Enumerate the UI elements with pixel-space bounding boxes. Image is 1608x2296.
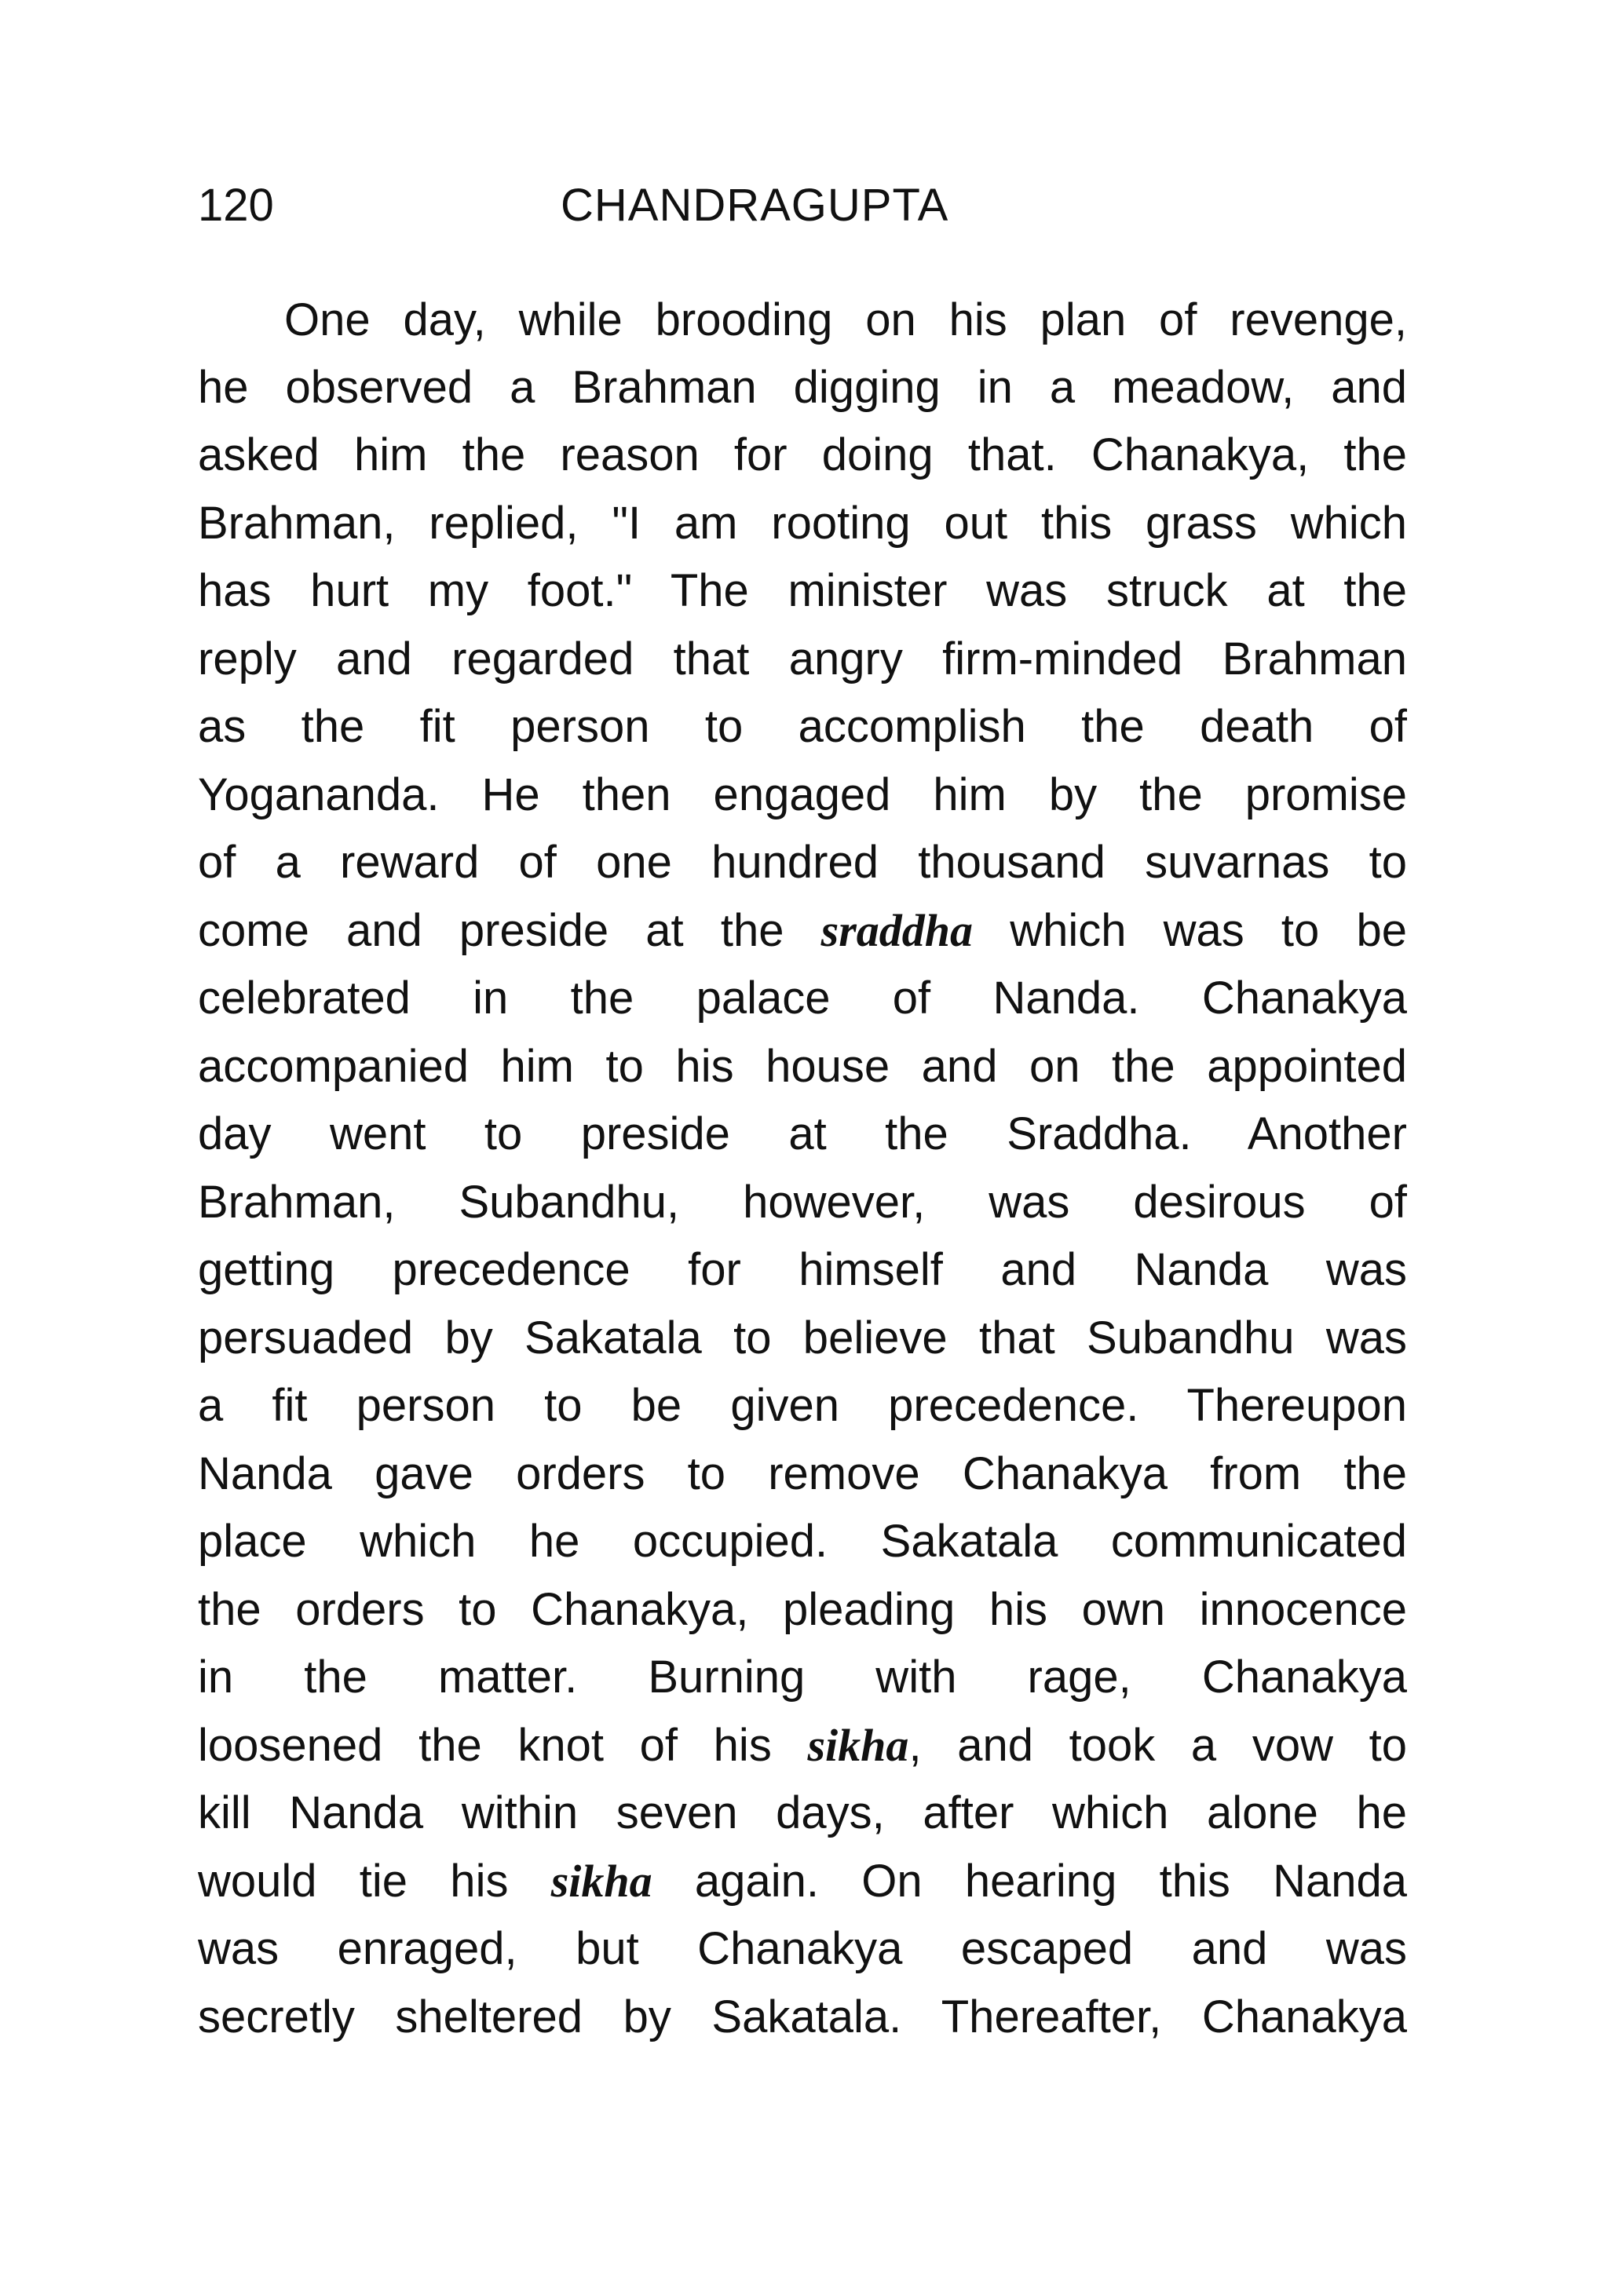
text-run: , and took a vow to [908, 1720, 1407, 1771]
text-line [198, 424, 1407, 487]
text-run: in the matter. Burning with rage, Chanakya [198, 1652, 1407, 1703]
italic-term-sraddha: sraddha [820, 905, 974, 956]
text-line [198, 900, 1407, 962]
text-run: asked him the reason for doing that. Chanakya, the [198, 429, 1407, 480]
text-line [198, 1714, 1407, 1777]
page-number: 120 [198, 180, 274, 231]
text-line [198, 356, 1407, 419]
italic-term-sikha: sikha [550, 1856, 652, 1907]
text-line [198, 1510, 1407, 1573]
text-line [198, 1646, 1407, 1709]
text-run: would tie his [198, 1856, 551, 1907]
text-line [198, 764, 1407, 827]
text-run: kill Nanda within seven days, after which alone he [198, 1787, 1407, 1838]
text-run: Brahman, replied, "I am rooting out this grass which [198, 498, 1407, 549]
text-run: loosened the knot of his [198, 1720, 808, 1771]
text-line [198, 1918, 1407, 1980]
text-run: which was to be [973, 905, 1407, 956]
text-line [198, 1579, 1407, 1641]
text-line [198, 1374, 1407, 1437]
text-line [198, 831, 1407, 894]
text-line [198, 1035, 1407, 1098]
text-line [198, 695, 1407, 758]
text-line [198, 967, 1407, 1030]
text-line [198, 1986, 1407, 2049]
running-head [198, 174, 1407, 237]
text-run: he observed a Brahman digging in a meadow, and [198, 362, 1407, 413]
text-line [198, 1782, 1407, 1845]
text-run: has hurt my foot." The minister was struck at the [198, 565, 1407, 616]
text-run: celebrated in the palace of Nanda. Chanakya [198, 973, 1407, 1024]
running-title: CHANDRAGUPTA [561, 180, 949, 231]
text-line [198, 1239, 1407, 1301]
text-line [198, 1171, 1407, 1234]
text-run: of a reward of one hundred thousand suvarnas to [198, 837, 1407, 888]
text-run: place which he occupied. Sakatala communicated [198, 1516, 1407, 1567]
text-run: accompanied him to his house and on the appointed [198, 1041, 1407, 1092]
text-run: Brahman, Subandhu, however, was desirous of [198, 1177, 1407, 1228]
text-line [198, 1850, 1407, 1913]
text-run: secretly sheltered by Sakatala. Thereafter, Chanakya [198, 1991, 1407, 2042]
text-run: getting precedence for himself and Nanda was [198, 1244, 1407, 1295]
text-line [198, 1103, 1407, 1166]
text-run: reply and regarded that angry firm-minded Brahman [198, 633, 1407, 684]
text-run: a fit person to be given precedence. Thereupon [198, 1380, 1407, 1431]
text-run: day went to preside at the Sraddha. Another [198, 1108, 1407, 1159]
text-line [198, 1443, 1407, 1506]
text-run: again. On hearing this Nanda [652, 1856, 1407, 1907]
text-line [198, 560, 1407, 622]
text-line [198, 289, 1407, 352]
text-run: was enraged, but Chanakya escaped and was [198, 1923, 1407, 1974]
text-run: the orders to Chanakya, pleading his own innocence [198, 1584, 1407, 1635]
italic-term-sikha: sikha [807, 1720, 909, 1771]
text-run: Yogananda. He then engaged him by the promise [198, 769, 1407, 820]
text-line [198, 1307, 1407, 1370]
text-run: as the fit person to accomplish the death of [198, 701, 1407, 752]
text-run: come and preside at the [198, 905, 821, 956]
text-line [198, 492, 1407, 555]
text-run: persuaded by Sakatala to believe that Subandhu was [198, 1312, 1407, 1363]
text-line [198, 628, 1407, 691]
text-run: One day, while brooding on his plan of revenge, [284, 294, 1407, 345]
text-run: Nanda gave orders to remove Chanakya from the [198, 1448, 1407, 1499]
